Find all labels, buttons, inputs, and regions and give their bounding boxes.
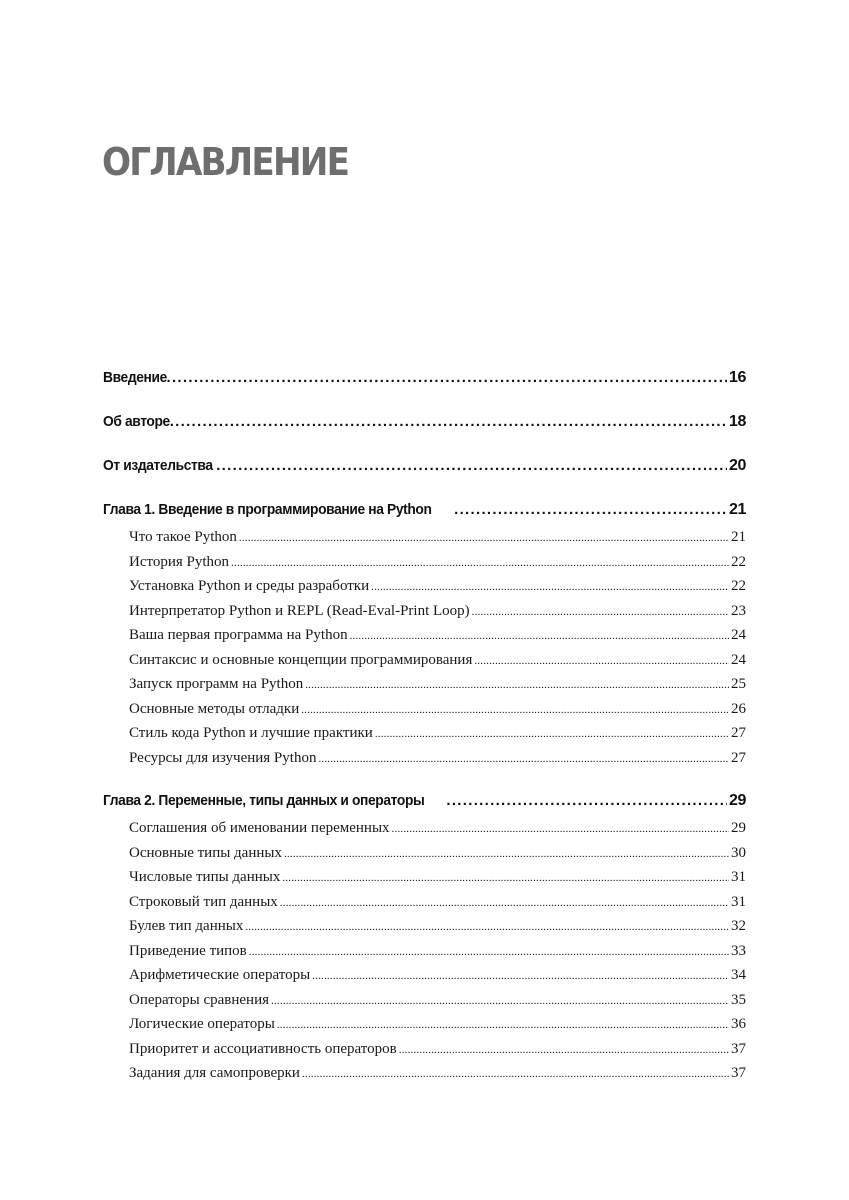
toc-entry-label: Об авторе bbox=[103, 413, 170, 430]
toc-section-label: Арифметические операторы bbox=[129, 967, 311, 983]
dot-leader bbox=[280, 891, 729, 915]
dot-leader bbox=[249, 940, 729, 964]
toc-page-number: 24 bbox=[731, 651, 746, 668]
toc-page-number: 34 bbox=[731, 967, 746, 983]
toc-section-label: Задания для самопроверки bbox=[129, 1065, 300, 1081]
toc-section[interactable] bbox=[103, 623, 746, 648]
dot-leader bbox=[399, 1038, 729, 1062]
dot-leader bbox=[302, 1062, 729, 1086]
toc-page-number: 37 bbox=[731, 1065, 746, 1081]
toc-section[interactable] bbox=[103, 697, 746, 722]
toc-section-label: Интерпретатор Python и REPL (Read-Eval-Print Loop) bbox=[129, 602, 470, 619]
toc-section-label: История Python bbox=[129, 553, 230, 570]
toc-section[interactable] bbox=[103, 841, 746, 866]
dot-leader bbox=[170, 410, 727, 434]
toc-page-number: 22 bbox=[731, 578, 746, 594]
toc-section-label: Синтаксис и основные концепции программирования bbox=[129, 651, 473, 668]
toc-page-number: 32 bbox=[731, 918, 746, 934]
toc-section-label: Ваша первая программа на Python bbox=[129, 627, 348, 643]
toc-page-number: 30 bbox=[731, 844, 746, 861]
toc-section-label: Строковый тип данных bbox=[129, 893, 278, 910]
toc-section[interactable] bbox=[103, 963, 746, 988]
toc-page-number: 31 bbox=[731, 893, 746, 910]
dot-leader bbox=[282, 866, 729, 890]
dot-leader bbox=[371, 575, 729, 599]
toc-chapter-label: Глава 1. Введение в программирование на Python bbox=[103, 501, 432, 518]
toc-page-number: 23 bbox=[731, 602, 746, 619]
toc-section[interactable] bbox=[103, 599, 746, 624]
toc-entry-publisher[interactable] bbox=[103, 454, 746, 478]
toc-page-number: 20 bbox=[729, 457, 746, 474]
dot-leader bbox=[271, 989, 729, 1013]
toc-section-label: Приоритет и ассоциативность операторов bbox=[129, 1040, 397, 1057]
toc-page-number: 16 bbox=[729, 369, 746, 386]
toc-chapter-1[interactable] bbox=[103, 498, 746, 522]
toc-page-number: 27 bbox=[731, 749, 746, 766]
dot-leader bbox=[245, 915, 729, 939]
toc-section[interactable] bbox=[103, 1012, 746, 1037]
toc-section-label: Приведение типов bbox=[129, 942, 247, 959]
dot-leader bbox=[284, 842, 729, 866]
toc-page-number: 29 bbox=[729, 792, 746, 809]
toc-section[interactable] bbox=[103, 939, 746, 964]
toc-page-number: 18 bbox=[729, 413, 746, 430]
toc-section-label: Основные методы отладки bbox=[129, 700, 300, 717]
toc-entry-about-author[interactable] bbox=[103, 410, 746, 434]
toc-section-label: Стиль кода Python и лучшие практики bbox=[129, 725, 373, 741]
toc-section[interactable] bbox=[103, 574, 746, 599]
toc-section[interactable] bbox=[103, 1061, 746, 1086]
toc-page-number: 37 bbox=[731, 1040, 746, 1057]
dot-leader bbox=[305, 673, 729, 697]
toc-section-label: Соглашения об именовании переменных bbox=[129, 820, 390, 836]
dot-leader bbox=[231, 551, 729, 575]
toc-section[interactable] bbox=[103, 672, 746, 697]
toc-section-label: Что такое Python bbox=[129, 529, 237, 545]
toc-section-label: Числовые типы данных bbox=[129, 869, 281, 885]
toc-entry-introduction[interactable] bbox=[103, 366, 746, 390]
toc-section[interactable] bbox=[103, 746, 746, 771]
toc-section[interactable] bbox=[103, 721, 746, 746]
dot-leader bbox=[239, 526, 729, 550]
dot-leader bbox=[318, 747, 729, 771]
dot-leader bbox=[392, 817, 729, 841]
toc-section[interactable] bbox=[103, 648, 746, 673]
dot-leader bbox=[167, 366, 728, 390]
table-of-contents bbox=[103, 366, 746, 1086]
toc-section-label: Установка Python и среды разработки bbox=[129, 578, 370, 594]
toc-chapter-2[interactable] bbox=[103, 789, 746, 813]
dot-leader bbox=[216, 454, 727, 478]
toc-section[interactable] bbox=[103, 816, 746, 841]
page-title: ОГЛАВЛЕНИЕ bbox=[102, 140, 349, 184]
toc-section[interactable] bbox=[103, 914, 746, 939]
toc-section[interactable] bbox=[103, 890, 746, 915]
toc-section-label: Запуск программ на Python bbox=[129, 676, 304, 692]
toc-page-number: 33 bbox=[731, 942, 746, 959]
toc-section-label: Операторы сравнения bbox=[129, 991, 270, 1008]
dot-leader bbox=[375, 722, 729, 746]
toc-page-number: 29 bbox=[731, 820, 746, 836]
dot-leader bbox=[277, 1013, 729, 1037]
toc-page-number: 24 bbox=[731, 627, 746, 643]
toc-page-number: 21 bbox=[729, 501, 746, 518]
toc-section-label: Основные типы данных bbox=[129, 844, 282, 861]
dot-leader bbox=[446, 789, 727, 813]
toc-page-number: 25 bbox=[731, 676, 746, 692]
toc-entry-label: От издательства bbox=[103, 457, 213, 474]
toc-section[interactable] bbox=[103, 988, 746, 1013]
toc-section[interactable] bbox=[103, 550, 746, 575]
toc-page-number: 22 bbox=[731, 553, 746, 570]
toc-page-number: 21 bbox=[731, 529, 746, 545]
dot-leader bbox=[301, 698, 729, 722]
toc-section[interactable] bbox=[103, 1037, 746, 1062]
dot-leader bbox=[474, 649, 729, 673]
toc-section-label: Булев тип данных bbox=[129, 918, 244, 934]
dot-leader bbox=[472, 600, 729, 624]
toc-entry-label: Введение bbox=[103, 369, 167, 386]
dot-leader bbox=[454, 498, 727, 522]
toc-section[interactable] bbox=[103, 525, 746, 550]
toc-section-label: Ресурсы для изучения Python bbox=[129, 749, 317, 766]
toc-page-number: 36 bbox=[731, 1016, 746, 1032]
toc-page-number: 26 bbox=[731, 700, 746, 717]
toc-page-number: 31 bbox=[731, 869, 746, 885]
toc-section-label: Логические операторы bbox=[129, 1016, 275, 1032]
toc-section[interactable] bbox=[103, 865, 746, 890]
dot-leader bbox=[350, 624, 729, 648]
toc-page-number: 35 bbox=[731, 991, 746, 1008]
dot-leader bbox=[312, 964, 729, 988]
toc-chapter-label: Глава 2. Переменные, типы данных и операторы bbox=[103, 792, 425, 809]
toc-page-number: 27 bbox=[731, 725, 746, 741]
